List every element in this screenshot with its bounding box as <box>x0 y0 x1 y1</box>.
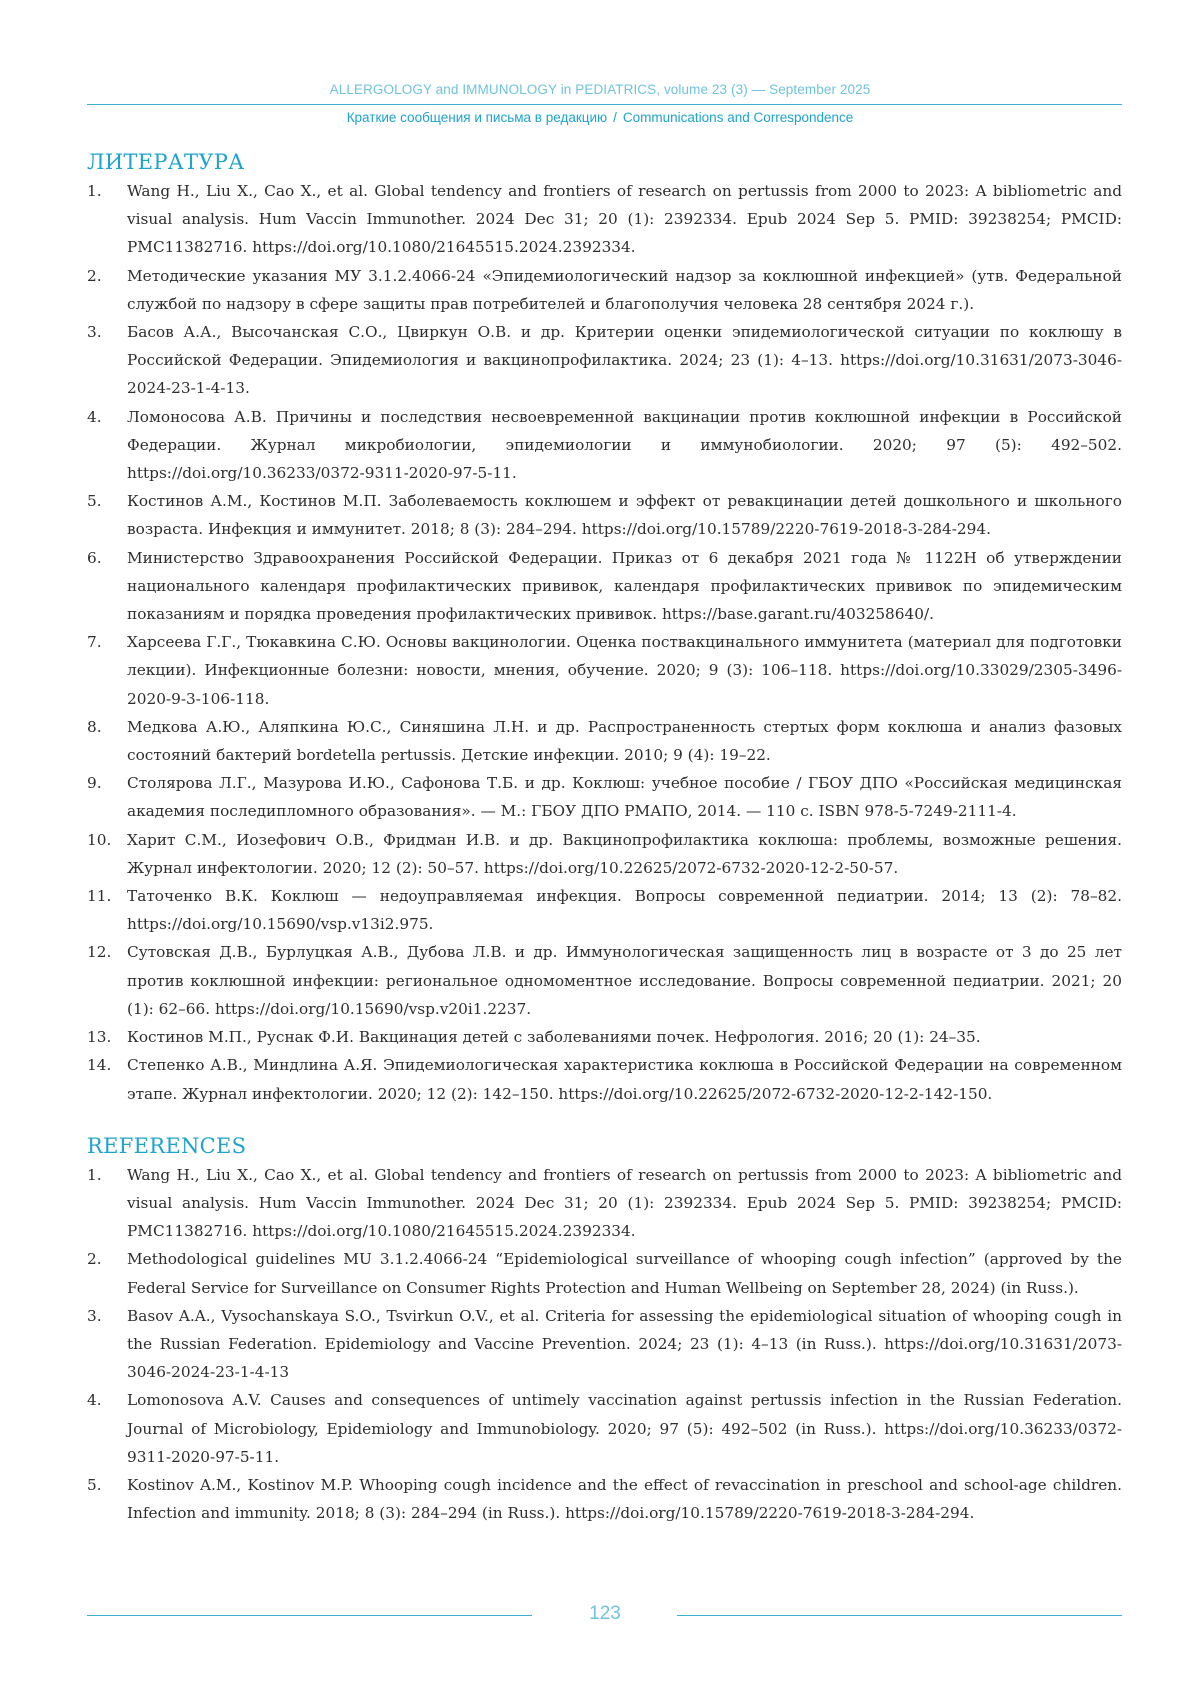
literature-item <box>87 262 1122 318</box>
footer-divider-right <box>677 1615 1122 1616</box>
item-text: Басов А.А., Высочанская С.О., Цвиркун О.В. и др. Критерии оценки эпидемиологической ситуации по коклюшу в Российской Федерации. Эпидемиология и вакцинопрофилактика. 2024; 23 (1): 4–13. https://doi.org/10.31631/2073-3046-2024-23-1-4-13. <box>127 323 1122 398</box>
item-text: Степенко А.В., Миндлина А.Я. Эпидемиологическая характеристика коклюша в Российской Федерации на современном этапе. Журнал инфектологии. 2020; 12 (2): 142–150. https://doi.org/10.22625/2072-6732-2020-12-2-142-150. <box>127 1056 1122 1103</box>
literature-item <box>87 938 1122 1023</box>
page-footer <box>0 1600 1200 1630</box>
item-text: Ломоносова А.В. Причины и последствия несвоевременной вакцинации против коклюшной инфекции в Российской Федерации. Журнал микробиологии, эпидемиологии и иммунобиологии. 2020; 97 (5): 492–502. https://doi.org/10.36233/0372-9311-2020-97-5-11. <box>127 407 1122 483</box>
section-title-ru: Краткие сообщения и письма в редакцию <box>346 110 608 125</box>
item-text: Kostinov A.M., Kostinov M.P. Whooping cough incidence and the effect of revaccination in preschool and school-age children. Infection and immunity. 2018; 8 (3): 284–294 (in Russ.). https://doi.org/10.15789/2220-7619-2018-3-284-294. <box>127 1475 1122 1523</box>
literature-item <box>87 177 1122 262</box>
reference-item <box>87 1471 1122 1527</box>
item-text: Костинов М.П., Руснак Ф.И. Вакцинация детей с заболеваниями почек. Нефрология. 2016; 20 (1): 24–35. <box>127 1028 981 1047</box>
page-number: 123 <box>589 1603 621 1624</box>
literature-list <box>87 177 1122 1108</box>
item-number: 3. <box>87 323 102 342</box>
literature-item <box>87 1023 1122 1051</box>
item-number: 10. <box>87 830 112 849</box>
literature-item <box>87 544 1122 629</box>
item-number: 11. <box>87 887 112 906</box>
item-text: Министерство Здравоохранения Российской Федерации. Приказ от 6 декабря 2021 года № 1122Н об утверждении национального календаря профилактических прививок, календаря профилактических прививок по эпидемическим показаниям и порядка проведения профилактических прививок. https://base.garant.ru/403258640/. <box>127 548 1122 624</box>
item-number: 4. <box>87 407 102 426</box>
journal-running-title: ALLERGOLOGY and IMMUNOLOGY in PEDIATRICS, volume 23 (3) — September 2025 <box>329 82 871 97</box>
header-divider <box>87 104 1122 105</box>
literature-item <box>87 882 1122 938</box>
references-heading: REFERENCES <box>87 1133 247 1158</box>
footer-divider-left <box>87 1615 532 1616</box>
literature-item <box>87 318 1122 403</box>
reference-item <box>87 1386 1122 1471</box>
item-text: Wang H., Liu X., Cao X., et al. Global tendency and frontiers of research on pertussis from 2000 to 2023: A bibliometric and visual analysis. Hum Vaccin Immunother. 2024 Dec 31; 20 (1): 2392334. Epub 2024 Sep 5. PMID: 39238254; PMCID: PMC11382716. https://doi.org/10.1080/21645515.2024.2392334. <box>127 182 1122 257</box>
item-number: 2. <box>87 1250 102 1269</box>
literature-item <box>87 713 1122 769</box>
section-separator: / <box>613 110 617 125</box>
item-number: 1. <box>87 182 102 200</box>
item-text: Медкова А.Ю., Аляпкина Ю.С., Синяшина Л.Н. и др. Распространенность стертых форм коклюша и анализ фазовых состояний бактерий bordetella pertussis. Детские инфекции. 2010; 9 (4): 19–22. <box>127 717 1122 765</box>
literature-item <box>87 628 1122 713</box>
item-number: 7. <box>87 633 102 652</box>
item-text: Столярова Л.Г., Мазурова И.Ю., Сафонова Т.Б. и др. Коклюш: учебное пособие / ГБОУ ДПО «Российская медицинская академия последипломного образования». — М.: ГБОУ ДПО РМАПО, 2014. — 110 с. ISBN 978-5-7249-2111-4. <box>127 774 1122 821</box>
item-number: 13. <box>87 1028 112 1047</box>
literature-heading: ЛИТЕРАТУРА <box>87 150 245 174</box>
literature-item <box>87 1051 1122 1107</box>
item-number: 2. <box>87 266 102 285</box>
item-text: Lomonosova A.V. Causes and consequences of untimely vaccination against pertussis infection in the Russian Federation. Journal of Microbiology, Epidemiology and Immunobiology. 2020; 97 (5): 492–502 (in Russ.). https://doi.org/10.36233/0372-9311-2020-97-5-11. <box>127 1391 1122 1466</box>
item-text: Харит С.М., Иозефович О.В., Фридман И.В. и др. Вакцинопрофилактика коклюша: проблемы, возможные решения. Журнал инфектологии. 2020; 12 (2): 50–57. https://doi.org/10.22625/2072-6732-2020-12-2-50-57. <box>127 830 1122 877</box>
references-content <box>87 150 1122 1527</box>
item-number: 12. <box>87 943 112 962</box>
item-number: 5. <box>87 492 102 511</box>
literature-item <box>87 826 1122 882</box>
section-title-en: Communications and Correspondence <box>622 110 854 125</box>
item-text: Сутовская Д.В., Бурлуцкая А.В., Дубова Л.В. и др. Иммунологическая защищенность лиц в возрасте от 3 до 25 лет против коклюшной инфекции: региональное одномоментное исследование. Вопросы современной педиатрии. 2021; 20 (1): 62–66. https://doi.org/10.15690/vsp.v20i1.2237. <box>127 943 1122 1018</box>
item-number: 8. <box>87 717 102 736</box>
reference-item <box>87 1161 1122 1246</box>
item-text: Wang H., Liu X., Cao X., et al. Global tendency and frontiers of research on pertussis from 2000 to 2023: A bibliometric and visual analysis. Hum Vaccin Immunother. 2024 Dec 31; 20 (1): 2392334. Epub 2024 Sep 5. PMID: 39238254; PMCID: PMC11382716. https://doi.org/10.1080/21645515.2024.2392334. <box>127 1165 1122 1241</box>
item-number: 3. <box>87 1306 102 1325</box>
item-text: Костинов А.М., Костинов М.П. Заболеваемость коклюшем и эффект от ревакцинации детей дошкольного и школьного возраста. Инфекция и иммунитет. 2018; 8 (3): 284–294. https://doi.org/10.15789/2220-7619-2018-3-284-294. <box>127 492 1122 539</box>
references-list <box>87 1161 1122 1528</box>
literature-item <box>87 403 1122 488</box>
literature-item <box>87 487 1122 543</box>
item-number: 5. <box>87 1475 102 1494</box>
item-text: Methodological guidelines MU 3.1.2.4066-24 “Epidemiological surveillance of whooping cough infection” (approved by the Federal Service for Surveillance on Consumer Rights Protection and Human Wellbeing on September 28, 2024) (in Russ.). <box>127 1250 1122 1297</box>
item-number: 6. <box>87 548 102 567</box>
item-text: Харсеева Г.Г., Тюкавкина С.Ю. Основы вакцинологии. Оценка поствакцинального иммунитета (материал для подготовки лекции). Инфекционные болезни: новости, мнения, обучение. 2020; 9 (3): 106–118. https://doi.org/10.33029/2305-3496-2020-9-3-106-118. <box>127 633 1122 708</box>
item-number: 9. <box>87 774 102 793</box>
item-number: 14. <box>87 1056 112 1075</box>
reference-item <box>87 1302 1122 1387</box>
item-text: Basov A.A., Vysochanskaya S.O., Tsvirkun O.V., et al. Criteria for assessing the epidemiological situation of whooping cough in the Russian Federation. Epidemiology and Vaccine Prevention. 2024; 23 (1): 4–13 (in Russ.). https://doi.org/10.31631/2073-3046-2024-23-1-4-13 <box>127 1306 1122 1382</box>
item-text: Методические указания МУ 3.1.2.4066-24 «Эпидемиологический надзор за коклюшной инфекцией» (утв. Федеральной службой по надзору в сфере защиты прав потребителей и благополучия человека 28 сентября 2024 г.). <box>127 266 1122 313</box>
literature-item <box>87 769 1122 825</box>
item-number: 1. <box>87 1165 102 1184</box>
reference-item <box>87 1245 1122 1301</box>
item-number: 4. <box>87 1391 102 1410</box>
item-text: Таточенко В.К. Коклюш — недоуправляемая инфекция. Вопросы современной педиатрии. 2014; 13 (2): 78–82. https://doi.org/10.15690/vsp.v13i2.975. <box>127 887 1122 934</box>
section-running-title <box>0 110 1200 125</box>
